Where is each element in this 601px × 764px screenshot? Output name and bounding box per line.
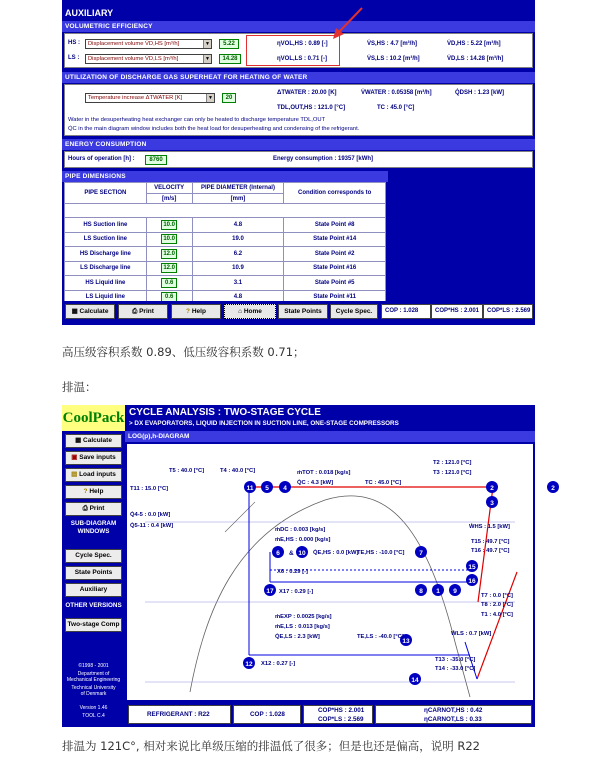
- eta-vol-ls: ηVOL,LS : 0.71 [-]: [277, 56, 328, 62]
- m-ehs-label: ṁE,HS : 0.000 [kg/s]: [275, 537, 331, 543]
- state-point[interactable]: [449, 584, 461, 596]
- auxiliary-window: [62, 0, 535, 325]
- col-condition: Condition corresponds to: [284, 183, 386, 204]
- condition-cell: State Point #11: [284, 290, 386, 305]
- hs-label: HS :: [68, 40, 80, 46]
- hs-displacement-input[interactable]: 5.22: [219, 39, 239, 49]
- t1-label: T1 : 4.0 [°C]: [481, 612, 513, 618]
- velocity-input[interactable]: 0.6: [161, 292, 177, 302]
- dept-line-1: Department of: [77, 671, 110, 677]
- article-paragraph-3: 排温为 121C°, 相对来说比单级压缩的排温低了很多；但是也还是偏高，说明 R22: [62, 739, 480, 753]
- vs-ls: V̇S,LS : 10.2 [m³/h]: [367, 56, 420, 62]
- printer-icon: ⎙: [132, 308, 138, 315]
- calculator-icon: ▦: [75, 437, 82, 444]
- hours-input[interactable]: 8760: [145, 155, 167, 165]
- diameter-cell: 4.8: [192, 218, 284, 233]
- t2-label: T2 : 121.0 [°C]: [433, 460, 472, 466]
- calculate-button[interactable]: [65, 304, 115, 319]
- cop-ls-label: COP*LS : 2.569: [318, 716, 364, 723]
- dept-line-2: Mechanical Engineering: [66, 677, 121, 683]
- cop-value: COP : 1.028: [381, 304, 431, 319]
- state-point[interactable]: [272, 546, 284, 558]
- calculate-label: Calculate: [83, 437, 112, 444]
- m-exp-label: ṁEXP : 0.0025 [kg/s]: [275, 614, 332, 620]
- table-row: [65, 204, 386, 218]
- m-dc-label: ṁDC : 0.003 [kg/s]: [275, 527, 326, 533]
- col-velocity: VELOCITY: [146, 183, 192, 194]
- q511-label: Q̇5-11 : 0.4 [kW]: [130, 523, 174, 529]
- help-label: Help: [89, 488, 104, 495]
- point-label: 16: [468, 578, 476, 585]
- col-velocity-unit: [m/s]: [146, 194, 192, 204]
- hs-displacement-select[interactable]: [85, 39, 212, 49]
- pipe-section-cell: LS Suction line: [65, 232, 147, 247]
- save-icon: ▣: [71, 454, 78, 461]
- state-point[interactable]: [243, 657, 255, 669]
- m-tot-label: ṁTOT : 0.018 [kg/s]: [297, 470, 351, 476]
- table-row: [65, 261, 386, 276]
- amp-label: &: [289, 550, 294, 557]
- print-label: Print: [139, 308, 154, 315]
- t-c-label: TC : 45.0 [°C]: [365, 480, 402, 486]
- folder-icon: ▤: [71, 471, 78, 478]
- sidebar-load-button[interactable]: [65, 468, 122, 482]
- state-point[interactable]: [261, 481, 273, 493]
- point-label: 11: [246, 485, 254, 492]
- point-label: 17: [266, 588, 274, 595]
- point-label: 5: [265, 485, 269, 492]
- chevron-down-icon[interactable]: ▼: [203, 40, 211, 48]
- diameter-cell: 6.2: [192, 247, 284, 262]
- other-versions-title: OTHER VERSIONS: [65, 602, 122, 609]
- coolpack-logo: CoolPack: [62, 405, 125, 431]
- calculate-label: Calculate: [79, 308, 109, 315]
- ls-displacement-input[interactable]: 14.28: [219, 54, 241, 64]
- t-dl-out: TDL,OUT,HS : 121.0 [°C]: [277, 105, 346, 111]
- pipe-section-cell: HS Discharge line: [65, 247, 147, 262]
- state-point[interactable]: [466, 560, 478, 572]
- x12-label: X12 : 0.27 [-]: [261, 661, 296, 667]
- velocity-input[interactable]: 12.0: [161, 249, 177, 259]
- condition-cell: State Point #14: [284, 232, 386, 247]
- ls-displacement-select[interactable]: [85, 54, 212, 64]
- cycle-spec-button[interactable]: Cycle Spec.: [330, 304, 378, 319]
- condition-cell: State Point #2: [284, 247, 386, 262]
- velocity-cell: [146, 232, 192, 247]
- condition-cell: State Point #8: [284, 218, 386, 233]
- state-point[interactable]: [279, 481, 291, 493]
- refrigerant-label: REFRIGERANT : R22: [128, 705, 231, 724]
- state-point[interactable]: [244, 481, 256, 493]
- col-diameter-unit: [mm]: [192, 194, 284, 204]
- sidebar-save-button[interactable]: [65, 451, 122, 465]
- printer-icon: ⎙: [82, 505, 88, 512]
- table-row: [65, 276, 386, 291]
- condition-cell: State Point #16: [284, 261, 386, 276]
- article-paragraph-1: 高压级容积系数 0.89、低压级容积系数 0.71；: [62, 345, 305, 359]
- question-icon: ?: [186, 308, 191, 315]
- velocity-input[interactable]: 0.6: [161, 278, 177, 288]
- w-hs-label: ẆHS : 1.5 [kW]: [469, 524, 510, 530]
- q45-label: Q̇4-5 : 0.0 [kW]: [130, 512, 171, 518]
- diameter-cell: 4.8: [192, 290, 284, 305]
- cop-label: COP : 1.028: [233, 705, 301, 724]
- w-ls-label: ẆLS : 0.7 [kW]: [451, 631, 492, 637]
- t14-label: T14 : -33.0 [°C]: [435, 666, 476, 672]
- t15-label: T15 : 49.7 [°C]: [471, 539, 510, 545]
- question-icon: ?: [83, 488, 88, 495]
- univ-line-1: Technical University: [71, 685, 116, 691]
- sub-diagram-title: SUB-DIAGRAM WINDOWS: [70, 520, 117, 535]
- temp-increase-label: Temperature increase ΔTWATER [K]: [88, 95, 183, 101]
- help-button[interactable]: [171, 304, 221, 319]
- carnot-cell: [375, 705, 532, 724]
- t-ehs-label: TE,HS : -10.0 [°C]: [357, 550, 405, 556]
- state-point[interactable]: [466, 574, 478, 586]
- vs-hs: V̇S,HS : 4.7 [m³/h]: [367, 41, 418, 47]
- sidebar-help-button[interactable]: [65, 485, 122, 499]
- desuper-note-1: Water in the desuperheating heat exchanger can only be heated to discharge temperature TDL,OUT: [68, 117, 326, 123]
- point-label: 3: [490, 500, 494, 507]
- load-label: Load inputs: [79, 471, 116, 478]
- t11-label: T11 : 15.0 [°C]: [130, 486, 169, 492]
- velocity-input[interactable]: 10.0: [161, 220, 177, 230]
- aux-button-row: [62, 301, 535, 323]
- diameter-cell: 10.9: [192, 261, 284, 276]
- cop-hs-value: COP*HS : 2.001: [431, 304, 483, 319]
- save-label: Save inputs: [79, 454, 116, 461]
- annotation-arrow-icon: [330, 0, 370, 42]
- point-label: 15: [468, 564, 476, 571]
- ls-label: LS :: [68, 55, 80, 61]
- temp-increase-input[interactable]: 20: [222, 93, 236, 103]
- hs-select-label: Displacement volume V̇D,HS [m³/h]: [88, 41, 180, 47]
- col-diameter: PIPE DIAMETER (Internal): [192, 183, 284, 194]
- point-label: 14: [411, 677, 419, 684]
- t-c: TC : 45.0 [°C]: [377, 105, 415, 111]
- print-button[interactable]: [118, 304, 168, 319]
- state-point[interactable]: [415, 584, 427, 596]
- state-point[interactable]: [296, 546, 308, 558]
- point-label: 9: [453, 588, 457, 595]
- cycle-title: CYCLE ANALYSIS : TWO-STAGE CYCLE: [129, 407, 321, 418]
- velocity-cell: [146, 261, 192, 276]
- vd-ls: V̇D,LS : 14.28 [m³/h]: [447, 56, 504, 62]
- v-water: V̇WATER : 0.05358 [m³/h]: [361, 90, 432, 96]
- diameter-cell: 3.1: [192, 276, 284, 291]
- energy-panel: [64, 151, 533, 168]
- version: Version 1.46: [79, 705, 108, 711]
- t-els-label: TE,LS : -40.0 [°C]: [357, 634, 404, 640]
- eta-vol-hs: ηVOL,HS : 0.89 [-]: [277, 41, 328, 47]
- energy-consumption: Energy consumption : 19357 [kWh]: [273, 156, 374, 162]
- point-label: 12: [245, 661, 253, 668]
- cop-stars-cell: [303, 705, 373, 724]
- cycle-analysis-window: [62, 405, 555, 727]
- state-point[interactable]: [432, 584, 444, 596]
- hours-label: Hours of operation [h] :: [68, 156, 135, 162]
- vol-eff-section-title: VOLUMETRIC EFFICIENCY: [62, 21, 535, 32]
- home-icon: ⌂: [238, 308, 243, 315]
- pipe-section-cell: LS Discharge line: [65, 261, 147, 276]
- vd-hs: V̇D,HS : 5.22 [m³/h]: [447, 41, 501, 47]
- q-ehs-label: Q̇E,HS : 0.0 [kW]: [313, 550, 359, 556]
- plot-title: LOG(p),h-DIAGRAM: [125, 431, 535, 442]
- desuper-note-2: Q̇C in the main diagram window includes both the heat load for desuperheating and condensing of the refrigerant.: [68, 126, 360, 132]
- velocity-input[interactable]: 10.0: [161, 234, 177, 244]
- temp-increase-select[interactable]: [85, 93, 215, 103]
- t4-label: T4 : 40.0 [°C]: [220, 468, 256, 474]
- point-label: 2: [551, 485, 555, 492]
- chevron-down-icon[interactable]: ▼: [206, 94, 214, 102]
- q-els-label: Q̇E,LS : 2.3 [kW]: [275, 634, 320, 640]
- carnot-hs-label: ηCARNOT,HS : 0.42: [424, 707, 483, 714]
- desuper-panel: [64, 84, 533, 136]
- dt-water: ΔTWATER : 20.00 [K]: [277, 90, 337, 96]
- table-row: [65, 218, 386, 233]
- state-point[interactable]: [486, 496, 498, 508]
- point-label: 4: [283, 485, 287, 492]
- cop-ls-value: COP*LS : 2.569: [483, 304, 533, 319]
- velocity-input[interactable]: 12.0: [161, 263, 177, 273]
- velocity-cell: [146, 247, 192, 262]
- t16-label: T16 : 49.7 [°C]: [471, 548, 510, 554]
- state-points-button[interactable]: State Points: [278, 304, 328, 319]
- sidebar-cycle-spec-button[interactable]: Cycle Spec.: [65, 549, 122, 563]
- sidebar-calculate-button[interactable]: [65, 434, 122, 448]
- t3-label: T3 : 121.0 [°C]: [433, 470, 472, 476]
- energy-section-title: ENERGY CONSUMPTION: [62, 139, 535, 150]
- sidebar-two-stage-button[interactable]: Two-stage Comp: [65, 618, 122, 632]
- vol-eff-panel: [64, 33, 533, 68]
- univ-line-2: of Denmark: [80, 691, 107, 697]
- calculator-icon: ▦: [71, 308, 78, 315]
- ls-select-label: Displacement volume V̇D,LS [m³/h]: [88, 56, 179, 62]
- auxiliary-title: AUXILIARY: [65, 8, 114, 18]
- logph-diagram-area: [125, 442, 555, 702]
- x6-label: X6 : 0.29 [-]: [277, 569, 308, 575]
- x17-label: X17 : 0.29 [-]: [279, 589, 314, 595]
- table-row: [65, 247, 386, 262]
- pipe-section-cell: HS Liquid line: [65, 276, 147, 291]
- sidebar-state-points-button[interactable]: State Points: [65, 566, 122, 580]
- logph-diagram: [125, 442, 555, 702]
- cycle-bottom-bar: [125, 702, 535, 727]
- state-point[interactable]: [409, 673, 421, 685]
- home-label: Home: [243, 308, 262, 315]
- sidebar: [62, 405, 125, 727]
- article-paragraph-2: 排温：: [62, 380, 97, 394]
- t13-label: T13 : -35.0 [°C]: [435, 657, 476, 663]
- pipe-section-cell: LS Liquid line: [65, 290, 147, 305]
- point-label: 8: [419, 588, 423, 595]
- sidebar-print-button[interactable]: [65, 502, 122, 516]
- help-label: Help: [191, 308, 206, 315]
- t5-label: T5 : 40.0 [°C]: [169, 468, 205, 474]
- state-point[interactable]: [547, 481, 559, 493]
- tool-id: TOOL C.4: [82, 713, 105, 719]
- home-button[interactable]: [224, 304, 276, 319]
- auxiliary-header: [62, 0, 535, 20]
- table-row: [65, 232, 386, 247]
- carnot-ls-label: ηCARNOT,LS : 0.33: [424, 716, 482, 723]
- t8-label: T8 : 2.0 [°C]: [481, 602, 513, 608]
- pipe-section-title: PIPE DIMENSIONS: [62, 171, 388, 182]
- m-els-label: ṁE,LS : 0.013 [kg/s]: [275, 624, 330, 630]
- state-point[interactable]: [415, 546, 427, 558]
- print-label: Print: [89, 505, 105, 512]
- diameter-cell: 19.0: [192, 232, 284, 247]
- point-label: 10: [298, 550, 306, 557]
- point-label: 1: [436, 588, 440, 595]
- desuper-section-title: UTILIZATION OF DISCHARGE GAS SUPERHEAT FOR HEATING OF WATER: [62, 72, 535, 83]
- state-point[interactable]: [486, 481, 498, 493]
- sidebar-auxiliary-button[interactable]: Auxiliary: [65, 583, 122, 597]
- q-dsh: Q̇DSH : 1.23 [kW]: [455, 90, 505, 96]
- copyright: ©1998 - 2001: [78, 663, 109, 669]
- cycle-title-bar: [125, 405, 535, 431]
- velocity-cell: [146, 218, 192, 233]
- point-label: 2: [490, 485, 494, 492]
- velocity-cell: [146, 276, 192, 291]
- condition-cell: State Point #5: [284, 276, 386, 291]
- state-point[interactable]: [264, 584, 276, 596]
- pipe-table-header: [65, 183, 386, 194]
- t7-label: T7 : 0.0 [°C]: [481, 593, 513, 599]
- point-label: 6: [276, 550, 280, 557]
- cycle-subtitle: > DX EVAPORATORS, LIQUID INJECTION IN SUCTION LINE, ONE-STAGE COMPRESSORS: [129, 420, 399, 427]
- cop-hs-label: COP*HS : 2.001: [318, 707, 365, 714]
- point-label: 13: [402, 638, 410, 645]
- chevron-down-icon[interactable]: ▼: [203, 55, 211, 63]
- pipe-table: [64, 182, 386, 305]
- point-label: 7: [419, 550, 423, 557]
- q-c-label: Q̇C : 4.3 [kW]: [297, 480, 334, 486]
- pipe-section-cell: HS Suction line: [65, 218, 147, 233]
- col-pipe-section: PIPE SECTION: [65, 183, 147, 204]
